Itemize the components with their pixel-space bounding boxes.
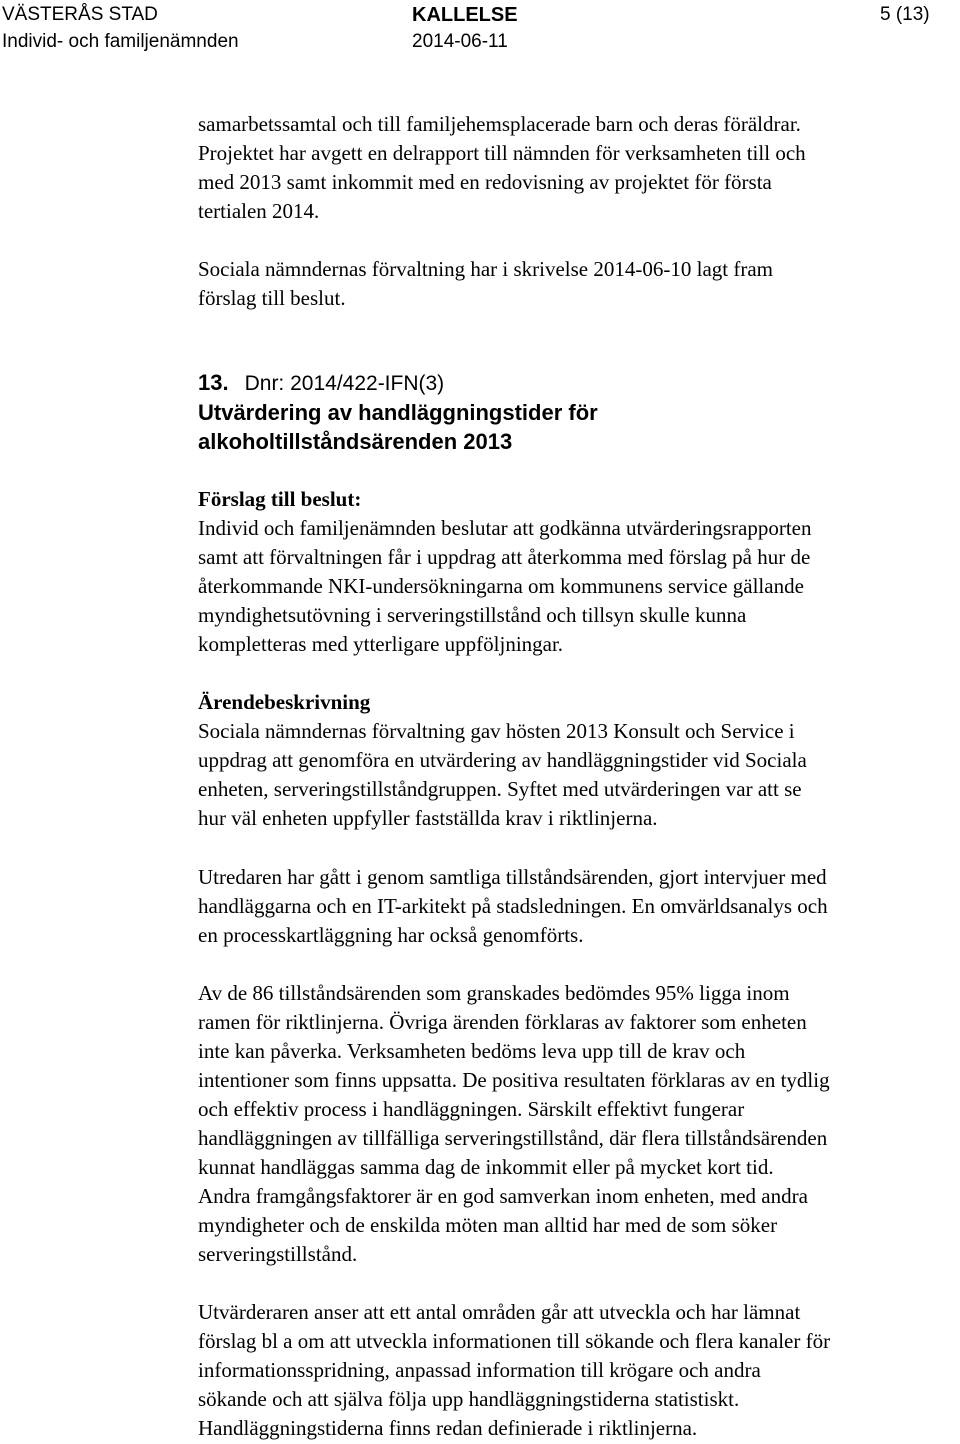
description-section <box>198 688 958 833</box>
description-section-4 <box>198 1298 958 1443</box>
intro-paragraph: Sociala nämndernas förvaltning har i skrivelse 2014-06-10 lagt fram förslag till beslut. <box>198 257 773 310</box>
intro-paragraph: samarbetssamtal och till familjehemsplacerade barn och deras föräldrar. Projektet har avgett en delrapport till nämnden för verksamheten till och med 2013 samt inkommit med en redovisning av projektet för första tertialen 2014. <box>198 112 806 223</box>
proposal-section <box>198 485 958 659</box>
description-paragraph: Av de 86 tillståndsärenden som granskades bedömdes 95% ligga inom ramen för riktlinjerna. Övriga ärenden förklaras av faktorer som enheten inte kan påverka. Verksamheten bedöms leva upp till de krav och intentioner som finns uppsatta. De positiva resultaten förklaras av en tydlig och effektiv process i handläggningen. Särskilt effektivt fungerar handläggningen av tillfälliga serveringstillstånd, där flera tillståndsärenden kunnat handläggas samma dag de inkommit eller på mycket kort tid. Andra framgångsfaktorer är en god samverkan inom enheten, med andra myndigheter och de enskilda möten man alltid har med de som söker serveringstillstånd. <box>198 981 830 1266</box>
description-section-3 <box>198 979 958 1269</box>
description-section-2 <box>198 863 958 950</box>
item-dnr: Dnr: 2014/422-IFN(3) <box>244 372 445 395</box>
description-paragraph: Sociala nämndernas förvaltning gav hösten 2013 Konsult och Service i uppdrag att genomföra en utvärdering av handläggningstider vid Sociala enheten, serveringstillståndgruppen. Syftet med utvärderingen var att se hur väl enheten uppfyller fastställda krav i riktlinjerna. <box>198 719 807 830</box>
header-doc-type: KALLELSE <box>412 4 518 26</box>
description-heading: Ärendebeskrivning <box>198 690 371 714</box>
item-number: 13. <box>198 370 229 395</box>
item-header <box>198 369 444 398</box>
item-title: Utvärdering av handläggningstider för alkoholtillståndsärenden 2013 <box>198 400 598 454</box>
header-date: 2014-06-11 <box>412 31 508 52</box>
proposal-heading: Förslag till beslut: <box>198 487 362 511</box>
proposal-text: Individ och familjenämnden beslutar att godkänna utvärderingsrapporten samt att förvaltningen får i uppdrag att återkomma med förslag på hur de återkommande NKI-undersökningarna om kommunens service gällande myndighetsutövning i serveringstillstånd och tillsyn skulle kunna kompletteras med ytterligare uppföljningar. <box>198 516 812 656</box>
header-committee: Individ- och familjenämnden <box>2 31 239 52</box>
intro-section <box>198 110 958 226</box>
description-paragraph: Utredaren har gått i genom samtliga tillståndsärenden, gjort intervjuer med handläggarna och en IT-arkitekt på stadsledningen. En omvärldsanalys och en processkartläggning har också genomförts. <box>198 865 828 947</box>
header-org: VÄSTERÅS STAD <box>2 4 158 25</box>
intro-section-2 <box>198 255 958 313</box>
header-page-number: 5 (13) <box>880 4 930 25</box>
description-paragraph: Utvärderaren anser att ett antal områden går att utveckla och har lämnat förslag bl a om att utveckla informationen till sökande och flera kanaler för informationsspridning, anpassad information till krögare och andra sökande och att själva följa upp handläggningstiderna statistiskt. Handläggningstiderna finns redan definierade i riktlinjerna. <box>198 1300 831 1440</box>
